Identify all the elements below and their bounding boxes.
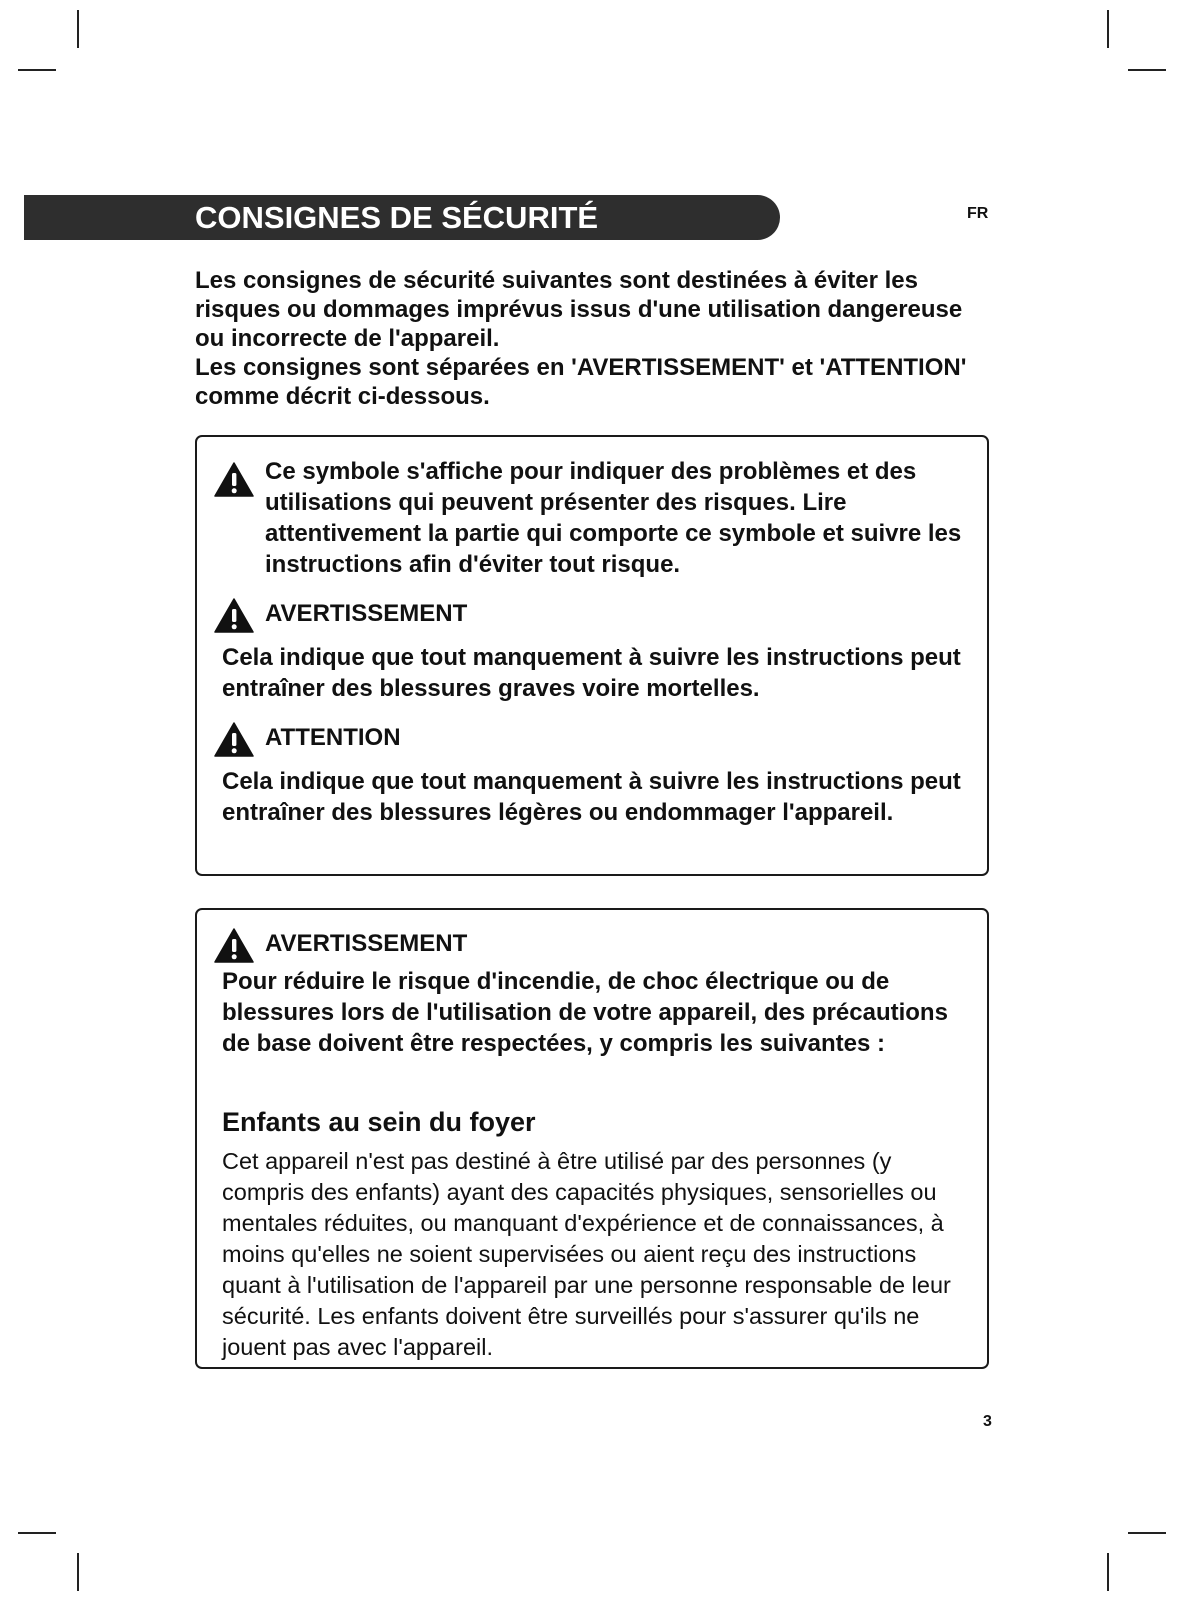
intro-paragraph-1: Les consignes de sécurité suivantes sont destinées à éviter les risques ou dommages imprévus issus d'une utilisation dangereuse ou incorrecte de l'appareil. bbox=[195, 267, 963, 352]
section-heading: Enfants au sein du foyer bbox=[222, 1107, 536, 1137]
crop-mark-bottom-right-vertical bbox=[1107, 1553, 1109, 1591]
caution-label: ATTENTION bbox=[265, 724, 401, 751]
crop-mark-top-right-horizontal bbox=[1128, 69, 1166, 71]
intro-paragraph-2: Les consignes sont séparées en 'AVERTISSEMENT' et 'ATTENTION' comme décrit ci-dessous. bbox=[195, 354, 967, 410]
crop-mark-top-right-vertical bbox=[1107, 10, 1109, 48]
page-title: CONSIGNES DE SÉCURITÉ bbox=[195, 200, 599, 235]
crop-mark-bottom-right-horizontal bbox=[1128, 1532, 1166, 1534]
crop-mark-top-left-horizontal bbox=[18, 69, 56, 71]
section-body: Cet appareil n'est pas destiné à être utilisé par des personnes (y compris des enfants) ayant des capacités physiques, sensorielles ou mentales réduites, ou manquant d'expérience et de connaissances, à moins qu'elles ne soient supervisées ou aient reçu des instructions quant à l'utilisation de l'appareil par une personne responsable de leur sécurité. Les enfants doivent être surveillés pour s'assurer qu'ils ne jouent pas avec l'appareil. bbox=[222, 1148, 951, 1360]
warning-triangle-icon bbox=[214, 462, 254, 497]
page-number: 3 bbox=[983, 1413, 992, 1430]
caution-triangle-icon bbox=[214, 722, 254, 757]
warning-triangle-icon bbox=[214, 928, 254, 963]
warning-description: Cela indique que tout manquement à suivre les instructions peut entraîner des blessures graves voire mortelles. bbox=[222, 644, 961, 702]
language-code: FR bbox=[967, 205, 989, 222]
symbol-description: Ce symbole s'affiche pour indiquer des problèmes et des utilisations qui peuvent présenter des risques. Lire attentivement la partie qui comporte ce symbole et suivre les instructions afin d'éviter tout risque. bbox=[265, 458, 962, 578]
caution-description: Cela indique que tout manquement à suivre les instructions peut entraîner des blessures légères ou endommager l'appareil. bbox=[222, 768, 961, 826]
warning-box-text: Pour réduire le risque d'incendie, de choc électrique ou de blessures lors de l'utilisation de votre appareil, des précautions de base doivent être respectées, y compris les suivantes : bbox=[222, 968, 948, 1057]
crop-mark-top-left-vertical bbox=[77, 10, 79, 48]
warning-box-label: AVERTISSEMENT bbox=[265, 930, 468, 957]
crop-mark-bottom-left-horizontal bbox=[18, 1532, 56, 1534]
intro-text bbox=[195, 266, 985, 411]
warning-label: AVERTISSEMENT bbox=[265, 600, 468, 627]
crop-mark-bottom-left-vertical bbox=[77, 1553, 79, 1591]
warning-triangle-icon bbox=[214, 598, 254, 633]
